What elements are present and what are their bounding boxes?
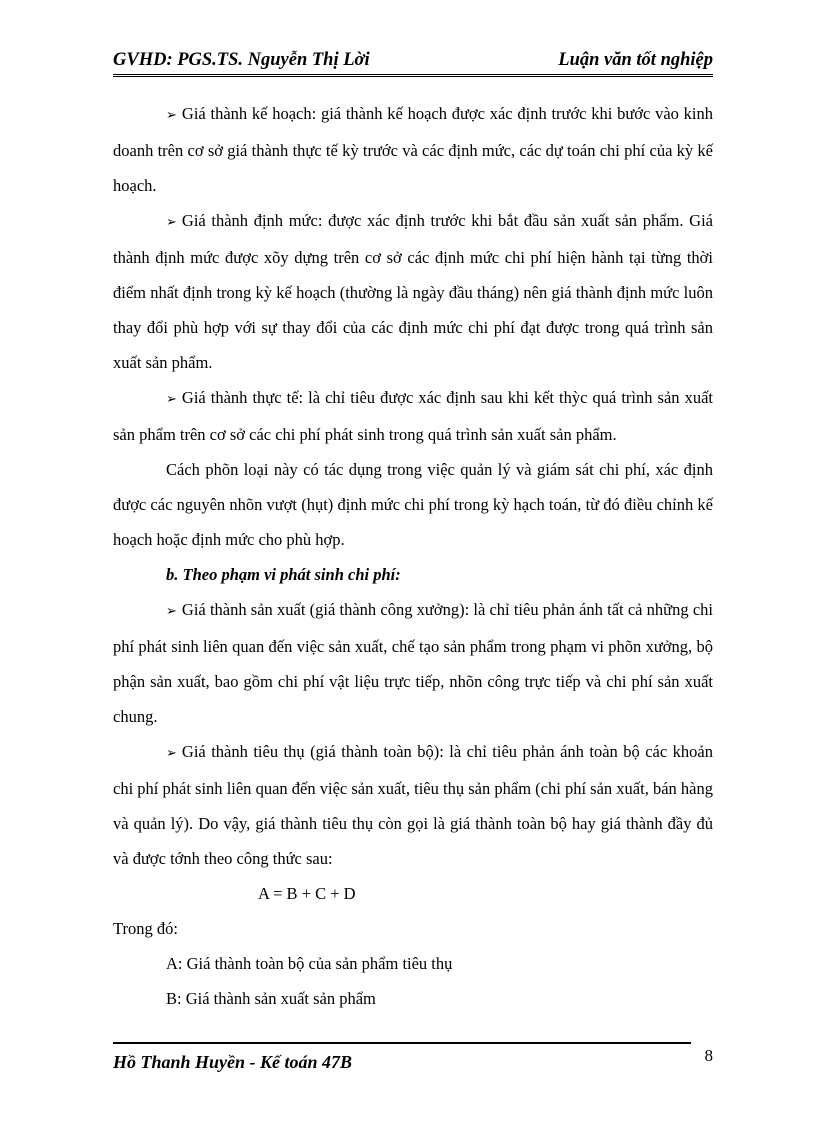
arrowhead-bullet-icon: ➢ bbox=[166, 215, 177, 230]
paragraph-standard-cost: ➢ Giá thành định mức: được xác định trước khi bắt đầu sản xuất sản phẩm. Giá thành định mức được xõy dựng trên cơ sở các định mức chi phí hiện hành tại từng thời điểm nhất định trong kỳ kế hoạch (thường là ngày đầu tháng) nên giá thành định mức luôn thay đổi phù hợp với sự thay đổi của các định mức chi phí đạt được trong quá trình sản xuất sản phẩm. bbox=[113, 211, 713, 372]
header-rule bbox=[113, 74, 713, 80]
definition-b: B: Giá thành sản xuất sản phẩm bbox=[166, 989, 376, 1008]
header-thesis-title: Luận văn tốt nghiệp bbox=[558, 50, 713, 70]
arrowhead-bullet-icon: ➢ bbox=[166, 746, 177, 761]
page-footer bbox=[113, 1042, 713, 1072]
definition-a: A: Giá thành toàn bộ của sản phẩm tiêu thụ bbox=[166, 954, 453, 973]
page-header bbox=[113, 50, 713, 78]
footer-author: Hồ Thanh Huyền - Kế toán 47B bbox=[113, 1052, 353, 1072]
formula: A = B + C + D bbox=[258, 884, 356, 903]
arrowhead-bullet-icon: ➢ bbox=[166, 392, 177, 407]
arrowhead-bullet-icon: ➢ bbox=[166, 604, 177, 619]
paragraph-planned-cost: ➢ Giá thành kế hoạch: giá thành kế hoạch được xác định trước khi bước vào kinh doanh trên cơ sở giá thành thực tế kỳ trước và các định mức, các dự toán chi phí của kỳ kế hoạch. bbox=[113, 104, 713, 195]
section-heading-b: b. Theo phạm vi phát sinh chi phí: bbox=[166, 565, 401, 584]
page-body bbox=[113, 96, 713, 1016]
footer-rule bbox=[113, 1042, 691, 1044]
where-label: Trong đó: bbox=[113, 919, 178, 938]
paragraph-classification-effect: Cách phõn loại này có tác dụng trong việc quản lý và giám sát chi phí, xác định được các nguyên nhõn vượt (hụt) định mức chi phí trong kỳ hạch toán, từ đó điều chỉnh kế hoạch hoặc định mức cho phù hợp. bbox=[113, 460, 713, 549]
paragraph-production-cost: ➢ Giá thành sản xuất (giá thành công xưởng): là chỉ tiêu phản ánh tất cả những chi phí phát sinh liên quan đến việc sản xuất, chế tạo sản phẩm trong phạm vi phõn xưởng, bộ phận sản xuất, bao gồm chi phí vật liệu trực tiếp, nhõn công trực tiếp và chi phí sản xuất chung. bbox=[113, 600, 713, 726]
header-advisor: GVHD: PGS.TS. Nguyễn Thị Lời bbox=[113, 50, 370, 70]
page-number: 8 bbox=[704, 1046, 713, 1065]
arrowhead-bullet-icon: ➢ bbox=[166, 108, 177, 123]
paragraph-consumption-cost: ➢ Giá thành tiêu thụ (giá thành toàn bộ): là chỉ tiêu phản ánh toàn bộ các khoản chi phí phát sinh liên quan đến việc sản xuất, tiêu thụ sản phẩm (chi phí sản xuất, bán hàng và quản lý). Do vậy, giá thành tiêu thụ còn gọi là giá thành toàn bộ hay giá thành đầy đủ và được tớnh theo công thức sau: bbox=[113, 742, 713, 868]
paragraph-actual-cost: ➢ Giá thành thực tế: là chỉ tiêu được xác định sau khi kết thỳc quá trình sản xuất sản phẩm trên cơ sở các chi phí phát sinh trong quá trình sản xuất sản phẩm. bbox=[113, 388, 713, 444]
